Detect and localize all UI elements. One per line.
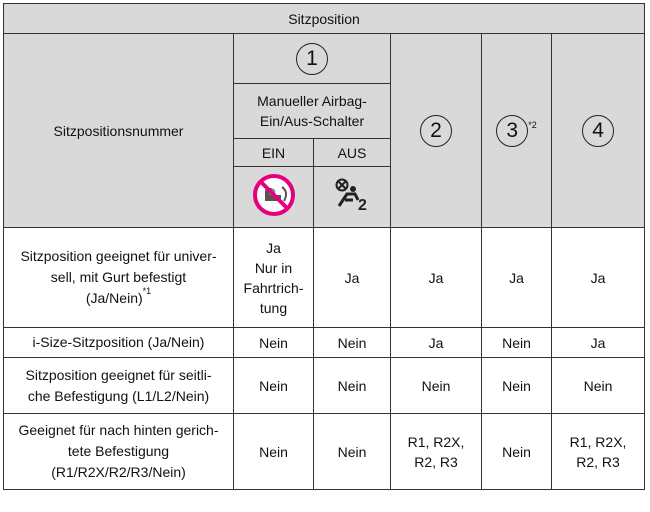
cell-aus: Nein: [314, 328, 391, 358]
cell-text: Nein: [259, 377, 288, 394]
row-label-header: Sitzpositionsnummer: [53, 122, 184, 139]
row-label-header-cell: [4, 34, 234, 228]
cell-position-3: Nein: [482, 328, 552, 358]
aus-header: [314, 139, 391, 167]
cell-text: R1, R2X,: [569, 433, 627, 450]
aus-icon-digit: 2: [358, 196, 367, 212]
ein-icon-cell: [234, 167, 314, 228]
cell-aus: Nein: [314, 414, 391, 490]
row-label-text: tete Befestigung: [67, 443, 170, 459]
table-row: [4, 328, 645, 358]
ein-label: EIN: [261, 144, 286, 161]
cell-position-2: Ja: [391, 228, 482, 328]
cell-aus: Nein: [314, 358, 391, 414]
position-4-number: 4: [582, 115, 614, 147]
cell-position-4: [552, 414, 645, 490]
cell-position-2: Nein: [391, 358, 482, 414]
table-title: Sitzposition: [288, 10, 360, 27]
position-1-header: [234, 34, 391, 84]
cell-position-3: Nein: [482, 414, 552, 490]
table-row: [4, 414, 645, 490]
cell-text: Nur in: [254, 259, 293, 276]
position-4-header: [552, 34, 645, 228]
table-row: [4, 358, 645, 414]
airbag-switch-label-cell: [234, 84, 391, 139]
position-3-number: 3: [496, 115, 528, 147]
cell-position-3: Nein: [482, 358, 552, 414]
cell-text: Ja: [266, 239, 281, 256]
ein-header: [234, 139, 314, 167]
passenger-airbag-on-child-seat-prohibited-icon: [252, 173, 296, 222]
cell-text: Fahrtrich-: [243, 279, 304, 296]
airbag-switch-label-line1: Manueller Airbag-: [257, 93, 367, 109]
row-label-isize: [4, 328, 234, 358]
row-label-footnote: *1: [142, 286, 152, 297]
passenger-airbag-off-icon: [333, 178, 371, 217]
position-1-number: 1: [296, 43, 328, 75]
aus-icon-cell: [314, 167, 391, 228]
cell-text: R2, R3: [576, 453, 620, 470]
cell-text: tung: [259, 299, 288, 316]
cell-text: Nein: [259, 334, 288, 351]
row-label-text: che Befestigung (L1/L2/Nein): [27, 387, 210, 404]
row-label-text: Geeignet für nach hinten gerich-: [18, 422, 219, 438]
cell-position-2: Ja: [391, 328, 482, 358]
table-title-cell: [4, 4, 645, 34]
position-3-footnote: *2: [528, 119, 537, 130]
row-label-lateral: [4, 358, 234, 414]
row-label-universal: [4, 228, 234, 328]
row-label-text: sell, mit Gurt befestigt: [50, 269, 187, 285]
cell-ein: [234, 328, 314, 358]
cell-text: R2, R3: [414, 453, 458, 470]
row-label-text: i-Size-Sitzposition (Ja/Nein): [32, 334, 205, 350]
row-label-text: Sitzposition geeignet für seitli-: [25, 366, 212, 383]
cell-text: R1, R2X,: [407, 433, 465, 450]
seat-position-table: [3, 3, 645, 490]
airbag-switch-label-line2: Ein/Aus-Schalter: [259, 113, 365, 129]
table-row: [4, 228, 645, 328]
row-label-text-part: (Ja/Nein): [85, 290, 143, 306]
aus-label: AUS: [337, 144, 367, 161]
cell-position-4: Ja: [552, 328, 645, 358]
cell-ein: [234, 414, 314, 490]
cell-ein: [234, 358, 314, 414]
cell-position-3: Ja: [482, 228, 552, 328]
position-3-header: [482, 34, 552, 228]
cell-text: Nein: [259, 443, 288, 460]
position-2-header: [391, 34, 482, 228]
cell-aus: Ja: [314, 228, 391, 328]
cell-position-2: [391, 414, 482, 490]
cell-position-4: Ja: [552, 228, 645, 328]
row-label-text: [8, 288, 229, 309]
row-label-text: Sitzposition geeignet für univer-: [20, 248, 217, 264]
cell-position-4: Nein: [552, 358, 645, 414]
row-label-text: (R1/R2X/R2/R3/Nein): [51, 464, 186, 480]
row-label-rearward: [4, 414, 234, 490]
cell-ein: [234, 228, 314, 328]
position-2-number: 2: [420, 115, 452, 147]
